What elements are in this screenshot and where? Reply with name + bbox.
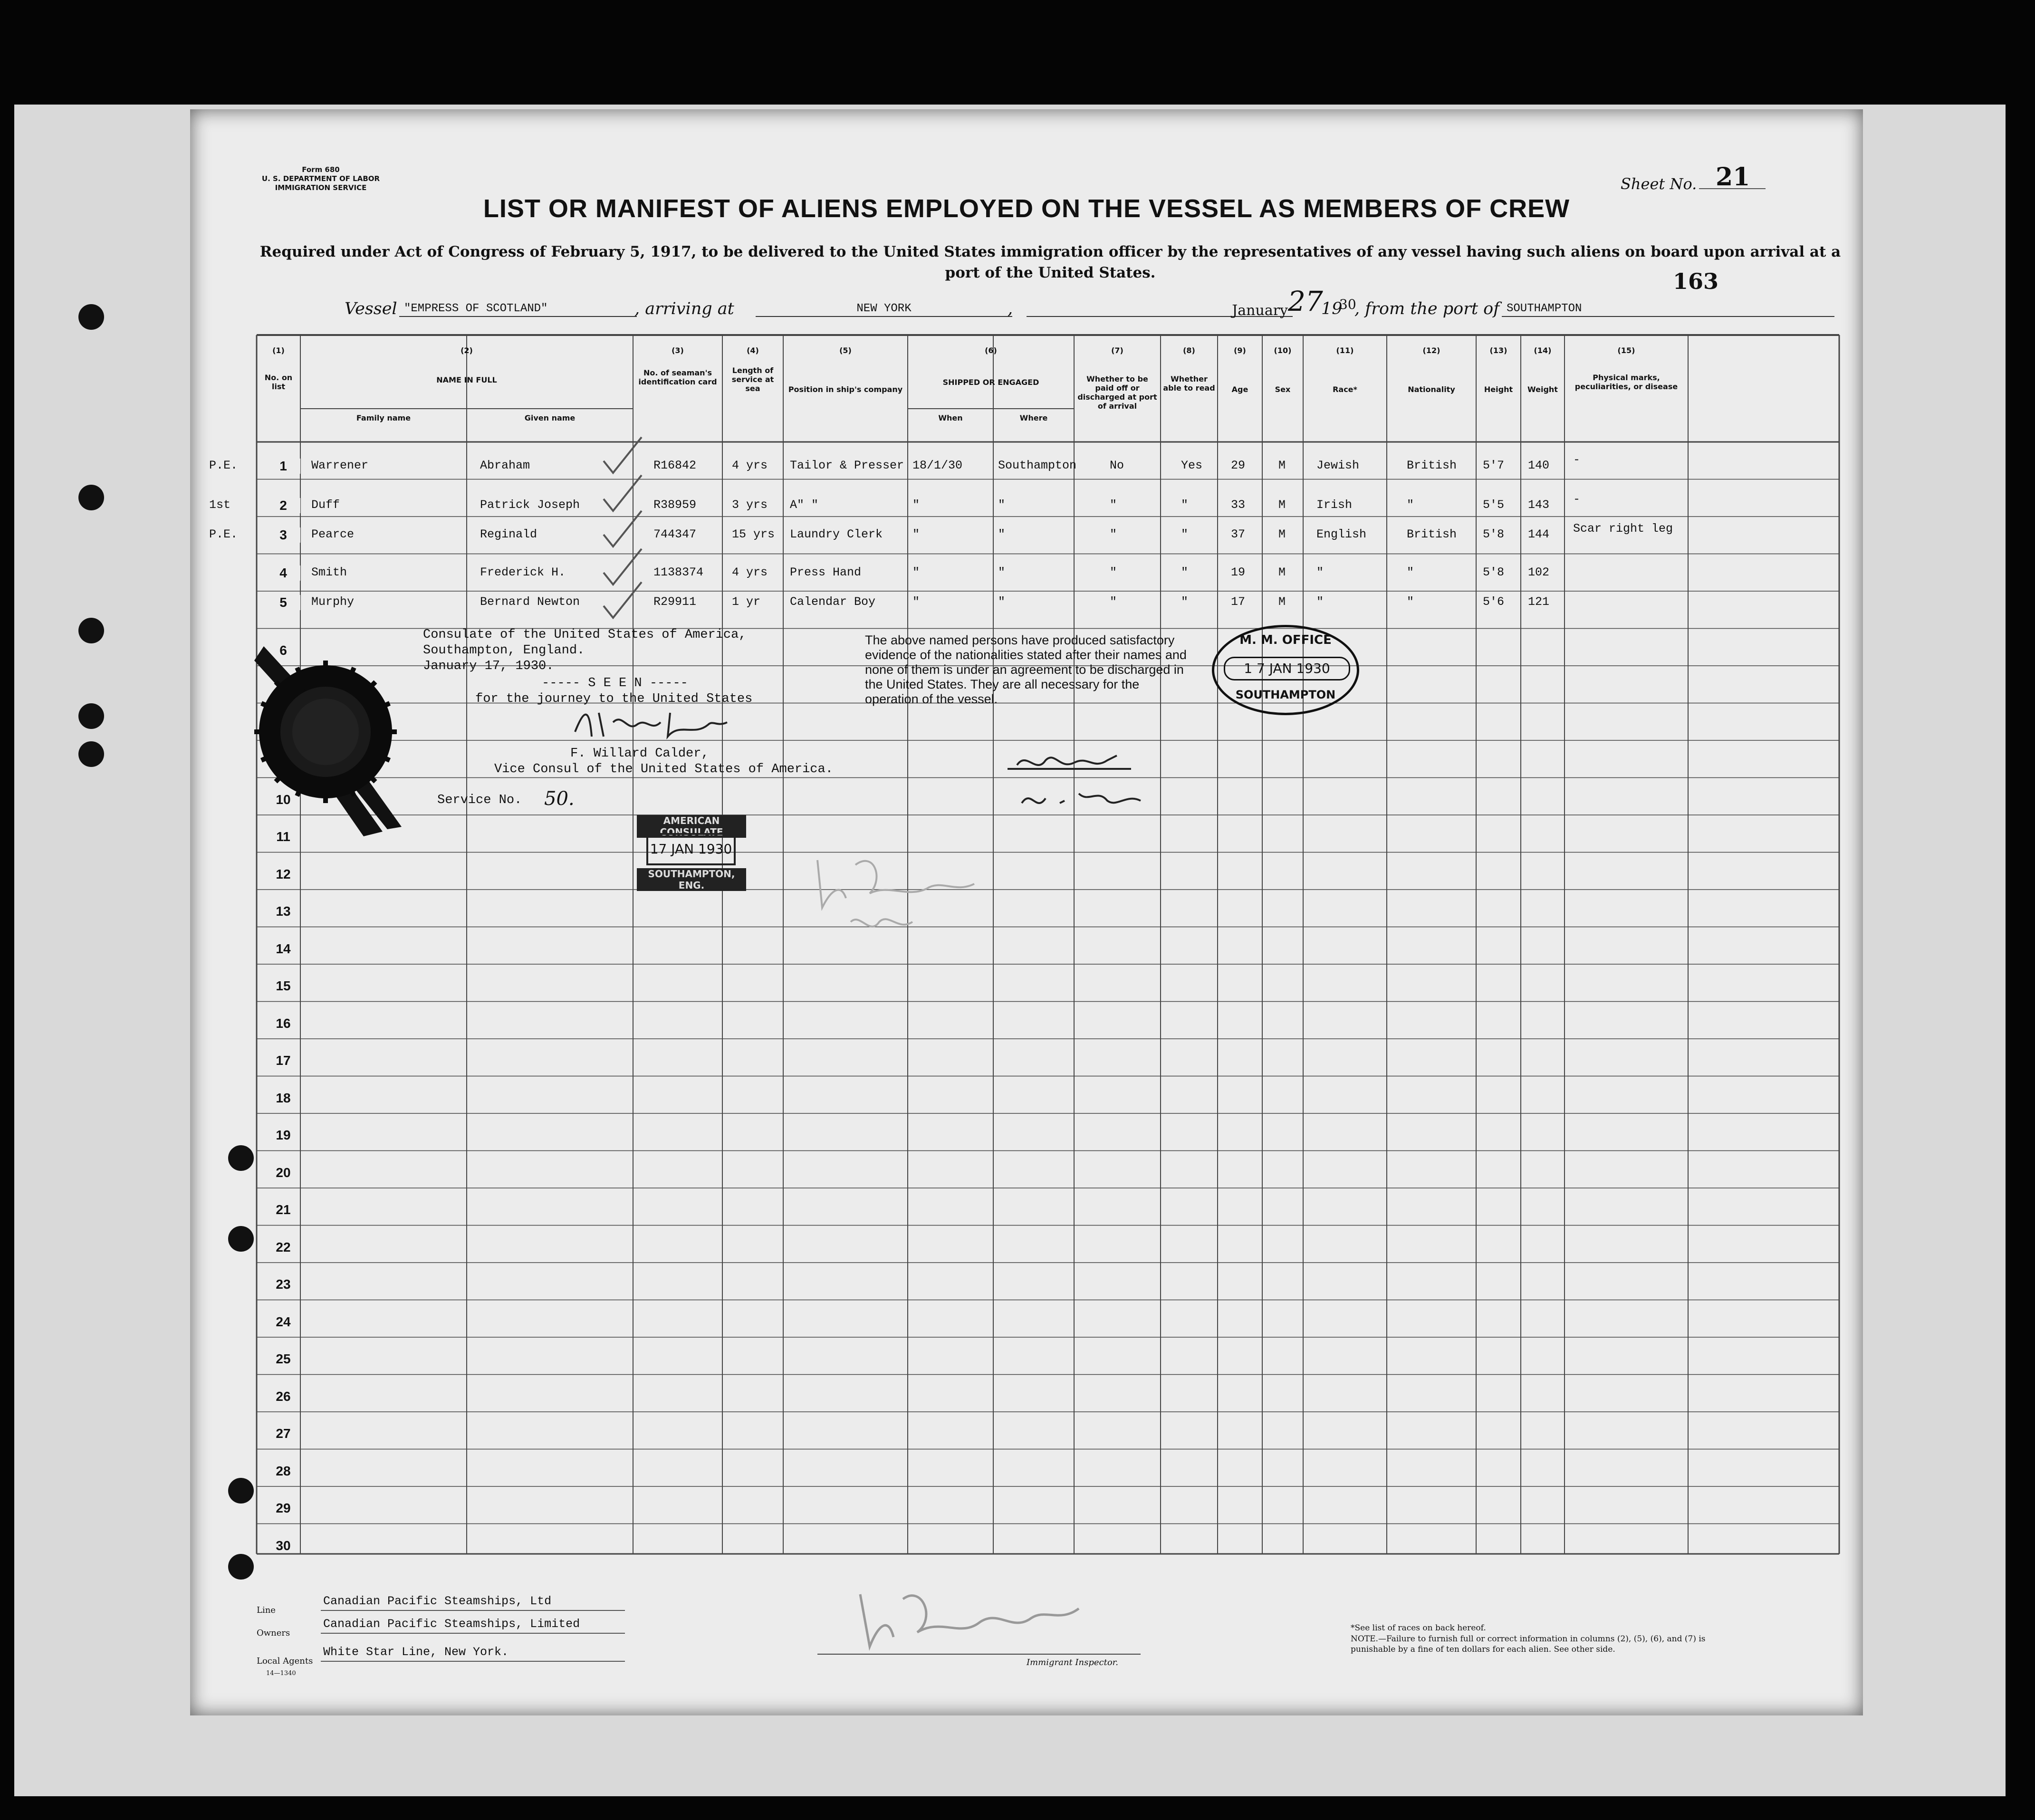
row-number: 11 — [276, 829, 290, 844]
crew-number: 2 — [266, 498, 300, 513]
crew-sex: M — [1278, 498, 1286, 512]
col-position: Position in ship's company — [788, 385, 903, 394]
comma: , — [1008, 299, 1013, 318]
row-number: 27 — [276, 1426, 291, 1441]
crew-sex: M — [1278, 459, 1286, 472]
officer-signature — [998, 746, 1155, 827]
col-7-number: (7) — [1111, 346, 1123, 355]
sheet-number: 21 — [1716, 163, 1750, 192]
crew-when: " — [912, 527, 920, 541]
row-number: 6 — [279, 642, 287, 658]
crew-marks: - — [1573, 453, 1581, 467]
crew-age: 33 — [1231, 498, 1246, 512]
crew-given-name: Abraham — [480, 459, 530, 472]
binder-hole — [228, 1226, 254, 1252]
row-number: 10 — [276, 792, 291, 807]
consul-stamp-bottom: SOUTHAMPTON, ENG. — [637, 868, 746, 891]
crew-when: 18/1/30 — [912, 459, 963, 472]
row-number: 19 — [276, 1128, 291, 1142]
row-number: 17 — [276, 1053, 291, 1068]
from-label: , from the port of — [1354, 299, 1500, 318]
consulate-block — [423, 627, 747, 674]
crew-paid-off: No — [1110, 459, 1124, 472]
page-number: 163 — [1673, 268, 1719, 294]
crew-nationality: British — [1407, 527, 1457, 541]
vessel-label: Vessel — [345, 299, 397, 318]
crew-nationality: " — [1407, 565, 1414, 579]
col-sex: Sex — [1275, 385, 1291, 394]
inspector-label: Immigrant Inspector. — [1027, 1657, 1119, 1667]
col-8-number: (8) — [1183, 346, 1195, 355]
crew-read: " — [1181, 527, 1189, 541]
crew-weight: 140 — [1528, 459, 1550, 472]
col-height: Height — [1484, 385, 1513, 394]
col-family-name: Family name — [356, 413, 411, 422]
page-title: LIST OR MANIFEST OF ALIENS EMPLOYED ON THE VESSEL AS MEMBERS OF CREW — [483, 194, 1570, 223]
row-number: 29 — [276, 1501, 291, 1515]
crew-id-card: R29911 — [653, 595, 697, 609]
crew-nationality: " — [1407, 595, 1414, 609]
col-paid-off: Whether to be paid off or discharged at port of arrival — [1077, 374, 1157, 411]
crew-when: " — [912, 565, 920, 579]
arriving-label: , arriving at — [634, 299, 734, 318]
row-number: 18 — [276, 1090, 291, 1105]
col-race: Race* — [1333, 385, 1357, 394]
row-number: 20 — [276, 1165, 291, 1180]
manifest-page — [190, 109, 1863, 1715]
crew-number: 5 — [266, 595, 300, 610]
col-no-on-list: No. on list — [264, 373, 293, 391]
crew-where: " — [998, 527, 1006, 541]
col-11-number: (11) — [1336, 346, 1354, 355]
crew-nationality: " — [1407, 498, 1414, 512]
crew-given-name: Reginald — [480, 527, 538, 541]
crew-sex: M — [1278, 527, 1286, 541]
signer-name: F. Willard Calder, — [570, 747, 709, 761]
binder-hole — [78, 741, 104, 767]
declaration-text: The above named persons have produced satisfactory evidence of the nationalities stated after their names and none of them is under an agreement to be discharged in the United States. They are all necessary for the operation of the vessel. — [865, 633, 1187, 706]
crew-height: 5'7 — [1483, 459, 1505, 472]
col-13-number: (13) — [1489, 346, 1507, 355]
crew-height: 5'8 — [1483, 565, 1505, 579]
crew-where: " — [998, 565, 1006, 579]
crew-race: English — [1316, 527, 1367, 541]
col-14-number: (14) — [1534, 346, 1552, 355]
mm-office-stamp — [1212, 625, 1359, 715]
crew-length-service: 1 yr — [732, 595, 761, 609]
row-number: 15 — [276, 978, 291, 993]
crew-read: " — [1181, 498, 1189, 512]
crew-position: Press Hand — [790, 565, 862, 579]
crew-sex: M — [1278, 565, 1286, 579]
service-no: 50. — [544, 788, 575, 810]
row-number: 28 — [276, 1463, 291, 1478]
col-when: When — [938, 413, 963, 422]
col-name-in-full: NAME IN FULL — [436, 375, 497, 384]
crew-paid-off: " — [1110, 527, 1117, 541]
department: U. S. DEPARTMENT OF LABOR — [261, 174, 380, 183]
crew-number: 4 — [266, 565, 300, 581]
row-number: 21 — [276, 1202, 291, 1217]
consulate-line-2: Southampton, England. — [423, 643, 585, 658]
crew-when: " — [912, 498, 920, 512]
crew-margin-note: 1st — [209, 498, 231, 512]
row-number: 24 — [276, 1314, 291, 1329]
crew-id-card: 744347 — [653, 527, 697, 541]
crew-when: " — [912, 595, 920, 609]
col-10-number: (10) — [1274, 346, 1292, 355]
row-number: 30 — [276, 1538, 291, 1553]
row-number: 23 — [276, 1277, 291, 1292]
crew-position: Calendar Boy — [790, 595, 876, 609]
wax-seal — [245, 642, 411, 841]
race-note: *See list of races on back hereof. — [1351, 1623, 1486, 1633]
seen-line: ----- S E E N ----- — [542, 676, 688, 690]
crew-weight: 121 — [1528, 595, 1550, 609]
vessel-name: "EMPRESS OF SCOTLAND" — [399, 302, 637, 317]
row-number: 13 — [276, 904, 291, 919]
form-number: Form 680 — [302, 165, 340, 174]
sheet-label: Sheet No. — [1621, 175, 1697, 193]
consul-stamp-top: AMERICAN CONSULATE — [637, 815, 746, 838]
crew-age: 37 — [1231, 527, 1246, 541]
row-number: 25 — [276, 1351, 291, 1366]
arrival-month: January — [1027, 302, 1293, 317]
crew-length-service: 3 yrs — [732, 498, 768, 512]
crew-position: A" " — [790, 498, 819, 512]
inspector-rule — [817, 1654, 1141, 1655]
col-nationality: Nationality — [1408, 385, 1455, 394]
calder-signature — [570, 703, 732, 746]
crew-age: 17 — [1231, 595, 1246, 609]
binder-hole — [78, 618, 104, 643]
crew-paid-off: " — [1110, 565, 1117, 579]
crew-id-card: 1138374 — [653, 565, 704, 579]
year-suffix: 30 — [1339, 297, 1356, 312]
footer-line: Canadian Pacific Steamships, Ltd — [323, 1594, 552, 1608]
binder-hole — [228, 1145, 254, 1171]
year-prefix: 19 — [1321, 299, 1343, 318]
page-subtitle: Required under Act of Congress of February 5, 1917, to be delivered to the United States immigration officer by the representatives of any vessel having such aliens on board upon arrival at a port of the United States. — [259, 243, 1841, 281]
crew-number: 1 — [266, 459, 300, 474]
arriving-port: NEW YORK — [756, 302, 1012, 317]
journey-line: for the journey to the United States — [475, 692, 753, 706]
col-6-number: (6) — [985, 346, 997, 355]
crew-given-name: Bernard Newton — [480, 595, 580, 609]
row-number: 26 — [276, 1389, 291, 1404]
consulate-stamp — [637, 815, 746, 891]
crew-paid-off: " — [1110, 595, 1117, 609]
col-length-service: Length of service at sea — [731, 366, 774, 393]
crew-age: 29 — [1231, 459, 1246, 472]
crew-number: 3 — [266, 527, 300, 543]
crew-weight: 102 — [1528, 565, 1550, 579]
service: IMMIGRATION SERVICE — [275, 183, 367, 192]
col-age: Age — [1231, 385, 1248, 394]
row-number: 16 — [276, 1015, 291, 1031]
crew-family-name: Pearce — [311, 527, 355, 541]
footer-line-label: Line — [257, 1605, 276, 1615]
footer-agents-label: Local Agents — [257, 1656, 313, 1666]
inspector-initials — [803, 841, 1003, 955]
crew-id-card: R16842 — [653, 459, 697, 472]
penalty-note: NOTE.—Failure to furnish full or correct information in columns (2), (5), (6), and (7) is punishable by a fine of ten dollars for each alien. See other side. — [1351, 1634, 1706, 1654]
col-where: Where — [1019, 413, 1048, 422]
crew-family-name: Smith — [311, 565, 347, 579]
crew-family-name: Murphy — [311, 595, 355, 609]
col-9-number: (9) — [1234, 346, 1246, 355]
col-2-number: (2) — [461, 346, 473, 355]
consul-stamp-date: 17 JAN 1930 — [646, 833, 736, 865]
crew-position: Laundry Clerk — [790, 527, 883, 541]
crew-where: " — [998, 498, 1006, 512]
crew-marks: - — [1573, 492, 1581, 506]
arrival-day: 27 — [1288, 285, 1323, 317]
row-number: 22 — [276, 1239, 291, 1255]
crew-length-service: 4 yrs — [732, 565, 768, 579]
footer-line-rule — [321, 1610, 625, 1611]
form-code: 14—1340 — [266, 1670, 296, 1677]
crew-length-service: 15 yrs — [732, 527, 775, 541]
inspector-signature — [841, 1580, 1098, 1656]
service-no-label: Service No. — [437, 793, 522, 807]
crew-margin-note: P.E. — [209, 459, 238, 472]
col-15-number: (15) — [1617, 346, 1635, 355]
col-given-name: Given name — [524, 413, 576, 422]
crew-where: Southampton — [998, 459, 1077, 472]
col-5-number: (5) — [839, 346, 852, 355]
crew-age: 19 — [1231, 565, 1246, 579]
crew-height: 5'6 — [1483, 595, 1505, 609]
crew-height: 5'8 — [1483, 527, 1505, 541]
crew-read: Yes — [1181, 459, 1203, 472]
crew-marks: Scar right leg — [1573, 522, 1673, 536]
mm-stamp-date: 1 7 JAN 1930 — [1224, 657, 1350, 680]
footer-agents: White Star Line, New York. — [323, 1645, 509, 1659]
binder-hole — [78, 304, 104, 330]
crew-position: Tailor & Presser — [790, 459, 904, 472]
crew-length-service: 4 yrs — [732, 459, 768, 472]
row-number: 12 — [276, 866, 291, 881]
crew-race: " — [1316, 595, 1324, 609]
crew-where: " — [998, 595, 1006, 609]
crew-nationality: British — [1407, 459, 1457, 472]
crew-sex: M — [1278, 595, 1286, 609]
footer-owners: Canadian Pacific Steamships, Limited — [323, 1617, 580, 1631]
crew-family-name: Duff — [311, 498, 340, 512]
crew-margin-note: P.E. — [209, 527, 238, 541]
crew-weight: 144 — [1528, 527, 1550, 541]
crew-race: Jewish — [1316, 459, 1360, 472]
crew-read: " — [1181, 595, 1189, 609]
crew-height: 5'5 — [1483, 498, 1505, 512]
mm-stamp-bottom: SOUTHAMPTON — [1235, 688, 1336, 701]
footer-owners-rule — [321, 1633, 625, 1634]
row-number: 14 — [276, 941, 291, 956]
col-read: Whether able to read — [1163, 374, 1215, 393]
binder-hole — [228, 1554, 254, 1580]
crew-family-name: Warrener — [311, 459, 369, 472]
col-3-number: (3) — [672, 346, 684, 355]
from-port: SOUTHAMPTON — [1502, 302, 1834, 317]
crew-id-card: R38959 — [653, 498, 697, 512]
crew-given-name: Patrick Joseph — [480, 498, 580, 512]
col-physical: Physical marks, peculiarities, or disease — [1574, 373, 1678, 391]
crew-weight: 143 — [1528, 498, 1550, 512]
col-shipped: SHIPPED OR ENGAGED — [942, 378, 1039, 387]
mm-stamp-top: M. M. OFFICE — [1239, 633, 1332, 647]
signer-title: Vice Consul of the United States of America. — [494, 762, 833, 776]
col-weight: Weight — [1527, 385, 1558, 394]
col-1-number: (1) — [272, 346, 285, 355]
crew-given-name: Frederick H. — [480, 565, 566, 579]
binder-hole — [228, 1478, 254, 1504]
footer-owners-label: Owners — [257, 1628, 290, 1638]
consulate-line-1: Consulate of the United States of America, — [423, 628, 747, 642]
col-12-number: (12) — [1422, 346, 1440, 355]
col-id-card: No. of seaman's identification card — [638, 368, 717, 386]
crew-race: " — [1316, 565, 1324, 579]
col-4-number: (4) — [747, 346, 759, 355]
binder-hole — [78, 703, 104, 729]
binder-hole — [78, 485, 104, 510]
consulate-line-3: January 17, 1930. — [423, 659, 554, 673]
footer-agents-rule — [321, 1661, 625, 1662]
crew-race: Irish — [1316, 498, 1353, 512]
crew-paid-off: " — [1110, 498, 1117, 512]
crew-read: " — [1181, 565, 1189, 579]
